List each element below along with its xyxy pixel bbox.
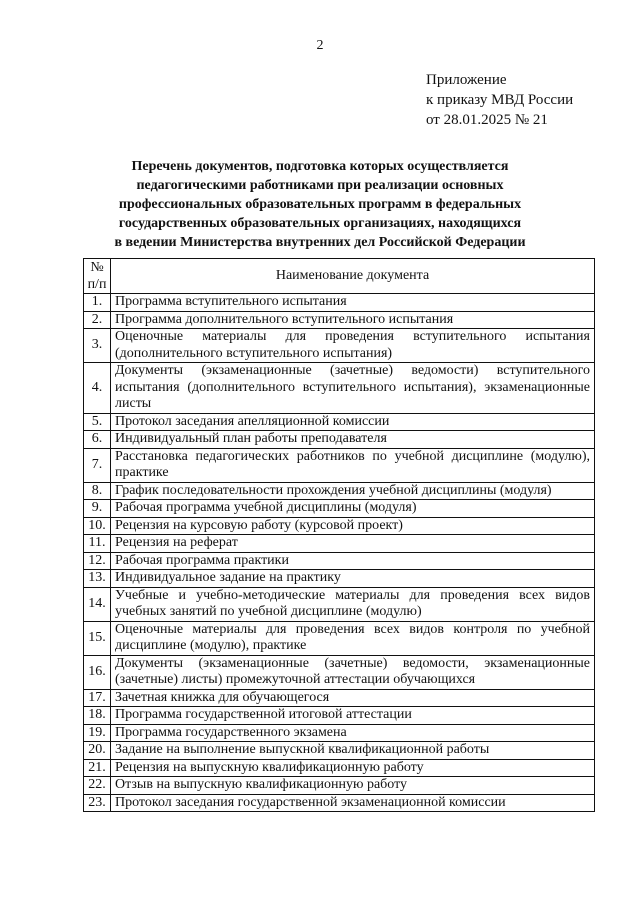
title-line: государственных образовательных организациях, находящихся (118, 216, 522, 231)
row-document-name: Рабочая программа учебной дисциплины (модуля) (111, 500, 595, 518)
title-line: в ведении Министерства внутренних дел Российской Федерации (114, 235, 526, 250)
row-number: 17. (84, 689, 111, 707)
appendix-order-line: к приказу МВД России (426, 92, 574, 108)
row-document-name: Расстановка педагогических работников по учебной дисциплине (модулю), практике (111, 448, 595, 482)
row-number: 13. (84, 570, 111, 588)
table-row (84, 794, 595, 812)
row-number: 21. (84, 759, 111, 777)
row-number: 10. (84, 517, 111, 535)
row-number: 5. (84, 413, 111, 431)
row-number: 3. (84, 329, 111, 363)
page-number: 2 (316, 38, 324, 53)
row-document-name: Протокол заседания апелляционной комиссии (111, 413, 595, 431)
documents-table (83, 258, 595, 812)
row-number: 19. (84, 724, 111, 742)
table-row (84, 311, 595, 329)
title-line: Перечень документов, подготовка которых осуществляется (131, 159, 509, 174)
row-document-name: Документы (экзаменационные (зачетные) ведомости, экзаменационные (зачетные) листы) промежуточной аттестации обучающихся (111, 655, 595, 689)
table-row (84, 500, 595, 518)
title-line: педагогическими работниками при реализации основных (136, 178, 504, 193)
row-document-name: Оценочные материалы для проведения вступительного испытания (дополнительного вступительного испытания) (111, 329, 595, 363)
row-number: 1. (84, 294, 111, 312)
table-row (84, 294, 595, 312)
table-row (84, 329, 595, 363)
row-document-name: Рабочая программа практики (111, 552, 595, 570)
row-number: 4. (84, 363, 111, 414)
table-row (84, 363, 595, 414)
table-row (84, 777, 595, 795)
table-row (84, 448, 595, 482)
table-row (84, 482, 595, 500)
row-document-name: Индивидуальное задание на практику (111, 570, 595, 588)
table-row (84, 413, 595, 431)
table-header-row (84, 259, 595, 294)
table-row (84, 707, 595, 725)
table-row (84, 517, 595, 535)
document-title (80, 157, 560, 252)
row-number: 15. (84, 621, 111, 655)
appendix-line: Приложение (426, 72, 507, 88)
table-row (84, 655, 595, 689)
header-number-abbrev: п/п (87, 277, 107, 292)
row-number: 12. (84, 552, 111, 570)
appendix-date-line: от 28.01.2025 № 21 (426, 112, 548, 128)
row-number: 20. (84, 742, 111, 760)
table-row (84, 724, 595, 742)
row-document-name: Программа государственного экзамена (111, 724, 595, 742)
header-number (84, 259, 111, 294)
row-document-name: График последовательности прохождения учебной дисциплины (модуля) (111, 482, 595, 500)
row-number: 11. (84, 535, 111, 553)
row-number: 14. (84, 587, 111, 621)
row-number: 8. (84, 482, 111, 500)
row-document-name: Индивидуальный план работы преподавателя (111, 431, 595, 449)
row-document-name: Документы (экзаменационные (зачетные) ведомости) вступительного испытания (дополнительного вступительного испытания), экзаменационные листы (111, 363, 595, 414)
row-document-name: Зачетная книжка для обучающегося (111, 689, 595, 707)
row-document-name: Рецензия на курсовую работу (курсовой проект) (111, 517, 595, 535)
row-number: 7. (84, 448, 111, 482)
table-row (84, 587, 595, 621)
table-row (84, 742, 595, 760)
row-document-name: Рецензия на выпускную квалификационную работу (111, 759, 595, 777)
appendix-reference (426, 70, 573, 130)
table-row (84, 570, 595, 588)
row-document-name: Рецензия на реферат (111, 535, 595, 553)
header-document-name: Наименование документа (111, 259, 595, 294)
table-row (84, 535, 595, 553)
row-document-name: Программа государственной итоговой аттестации (111, 707, 595, 725)
table-row (84, 431, 595, 449)
row-number: 22. (84, 777, 111, 795)
row-number: 9. (84, 500, 111, 518)
row-document-name: Программа дополнительного вступительного испытания (111, 311, 595, 329)
row-document-name: Учебные и учебно-методические материалы для проведения всех видов учебных занятий по учебной дисциплине (модулю) (111, 587, 595, 621)
table-row (84, 552, 595, 570)
row-number: 18. (84, 707, 111, 725)
row-number: 2. (84, 311, 111, 329)
row-document-name: Отзыв на выпускную квалификационную работу (111, 777, 595, 795)
row-number: 23. (84, 794, 111, 812)
table-row (84, 621, 595, 655)
table-row (84, 759, 595, 777)
header-number-symbol: № (90, 260, 104, 275)
title-line: профессиональных образовательных программ в федеральных (118, 197, 522, 212)
row-document-name: Программа вступительного испытания (111, 294, 595, 312)
row-number: 16. (84, 655, 111, 689)
row-number: 6. (84, 431, 111, 449)
row-document-name: Протокол заседания государственной экзаменационной комиссии (111, 794, 595, 812)
row-document-name: Оценочные материалы для проведения всех видов контроля по учебной дисциплине (модулю), практике (111, 621, 595, 655)
table-row (84, 689, 595, 707)
row-document-name: Задание на выполнение выпускной квалификационной работы (111, 742, 595, 760)
